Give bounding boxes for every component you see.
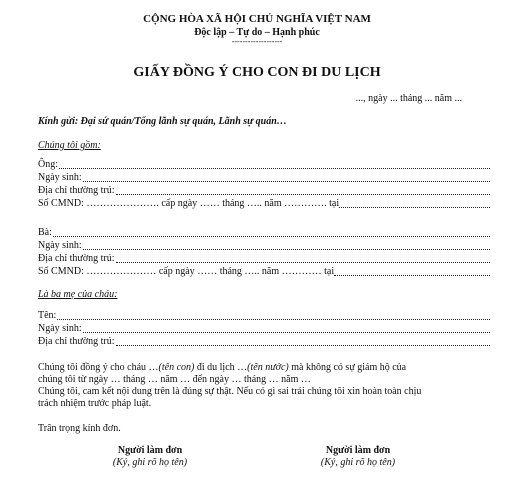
date-line: ..., ngày ... tháng ... năm ... [355,93,462,104]
mother-issue-place-field[interactable] [334,267,490,276]
section-parents-heading: Chúng tôi gồm: [38,140,101,151]
child-name-row [38,311,490,321]
father-dob-label: Ngày sinh: [38,172,82,183]
closing-line: Trân trọng kính đơn. [38,423,121,434]
addressee: Kính gửi: Đại sứ quán/Tổng lãnh sự quán, Lãnh sự quán… [38,116,287,127]
signature-note-right: (Ký, ghi rõ họ tên) [320,457,396,468]
father-issue-year[interactable]: …………. [284,198,327,209]
father-issue-month[interactable]: ….. [246,198,262,209]
child-name-label: Tên: [38,310,57,321]
mother-name-row [38,228,490,238]
mother-id-row [38,267,490,277]
national-title: CỘNG HÒA XÃ HỘI CHỦ NGHĨA VIỆT NAM [143,13,371,25]
father-name-label: Ông: [38,159,58,170]
father-dob-row [38,173,490,183]
father-id-row [38,199,490,209]
mother-issue-date-label: cấp ngày [158,266,195,277]
father-month-label: tháng [222,198,245,209]
mother-dob-label: Ngày sinh: [38,240,82,251]
child-address-field[interactable] [116,337,490,346]
father-id-label: Số CMND: [38,198,84,209]
mother-name-label: Bà: [38,227,52,238]
father-name-field[interactable] [59,160,490,169]
father-dob-field[interactable] [83,173,490,182]
mother-issue-year[interactable]: ………… [281,266,322,277]
father-issue-day[interactable]: …… [199,198,220,209]
mother-year-label: năm [261,266,280,277]
child-dob-field[interactable] [83,324,490,333]
father-place-label: tại [329,198,340,209]
motto-rule: ------------------- [231,37,283,46]
national-motto: Độc lập – Tự do – Hạnh phúc [194,27,320,38]
child-dob-label: Ngày sinh: [38,323,82,334]
father-address-row [38,186,490,196]
mother-address-row [38,254,490,264]
child-name-field[interactable] [57,311,490,320]
mother-place-label: tại [324,266,335,277]
consent-text-a: Chúng tôi đồng ý cho cháu … [38,362,159,373]
mother-issue-day[interactable]: …… [197,266,218,277]
father-issue-date-label: cấp ngày [161,198,198,209]
mother-issue-month[interactable]: ….. [244,266,260,277]
consent-paragraph-line-2: chúng tôi từ ngày … tháng … năm … đến ngày … tháng … năm … [38,374,311,385]
mother-address-label: Địa chỉ thường trú: [38,253,115,264]
consent-paragraph-line-1 [38,363,490,373]
signature-note-left: (Ký, ghi rõ họ tên) [112,457,188,468]
consent-text-c: mà không có sự giám hộ của [288,362,407,373]
father-name-row [38,160,490,170]
mother-dob-field[interactable] [83,241,490,250]
commitment-line-2: trách nhiệm trước pháp luật. [38,398,152,409]
signature-title-left: Người làm đơn [117,445,183,456]
father-address-label: Địa chỉ thường trú: [38,185,115,196]
child-address-label: Địa chỉ thường trú: [38,336,115,347]
mother-name-field[interactable] [53,228,490,237]
consent-child-placeholder: (tên con) [158,362,195,373]
consent-text-b: đi du lịch … [194,362,248,373]
signature-title-right: Người làm đơn [325,445,391,456]
father-id-dots[interactable]: …………………. [86,198,159,209]
commitment-line-1: Chúng tôi, cam kết nội dung trên là đúng sự thật. Nếu có gì sai trái chúng tôi xin hoàn toàn chịu [38,386,422,397]
document-title: GIẤY ĐỒNG Ý CHO CON ĐI DU LỊCH [133,65,381,80]
father-issue-place-field[interactable] [339,199,490,208]
mother-month-label: tháng [219,266,242,277]
section-child-heading: Là ba mẹ của cháu: [38,289,118,300]
child-address-row [38,337,490,347]
father-address-field[interactable] [116,186,490,195]
consent-country-placeholder: (tên nước) [247,362,289,373]
father-year-label: năm [264,198,282,209]
mother-id-dots[interactable]: ………………… [86,266,157,277]
child-dob-row [38,324,490,334]
mother-dob-row [38,241,490,251]
mother-id-label: Số CMND: [38,266,84,277]
mother-address-field[interactable] [116,254,490,263]
